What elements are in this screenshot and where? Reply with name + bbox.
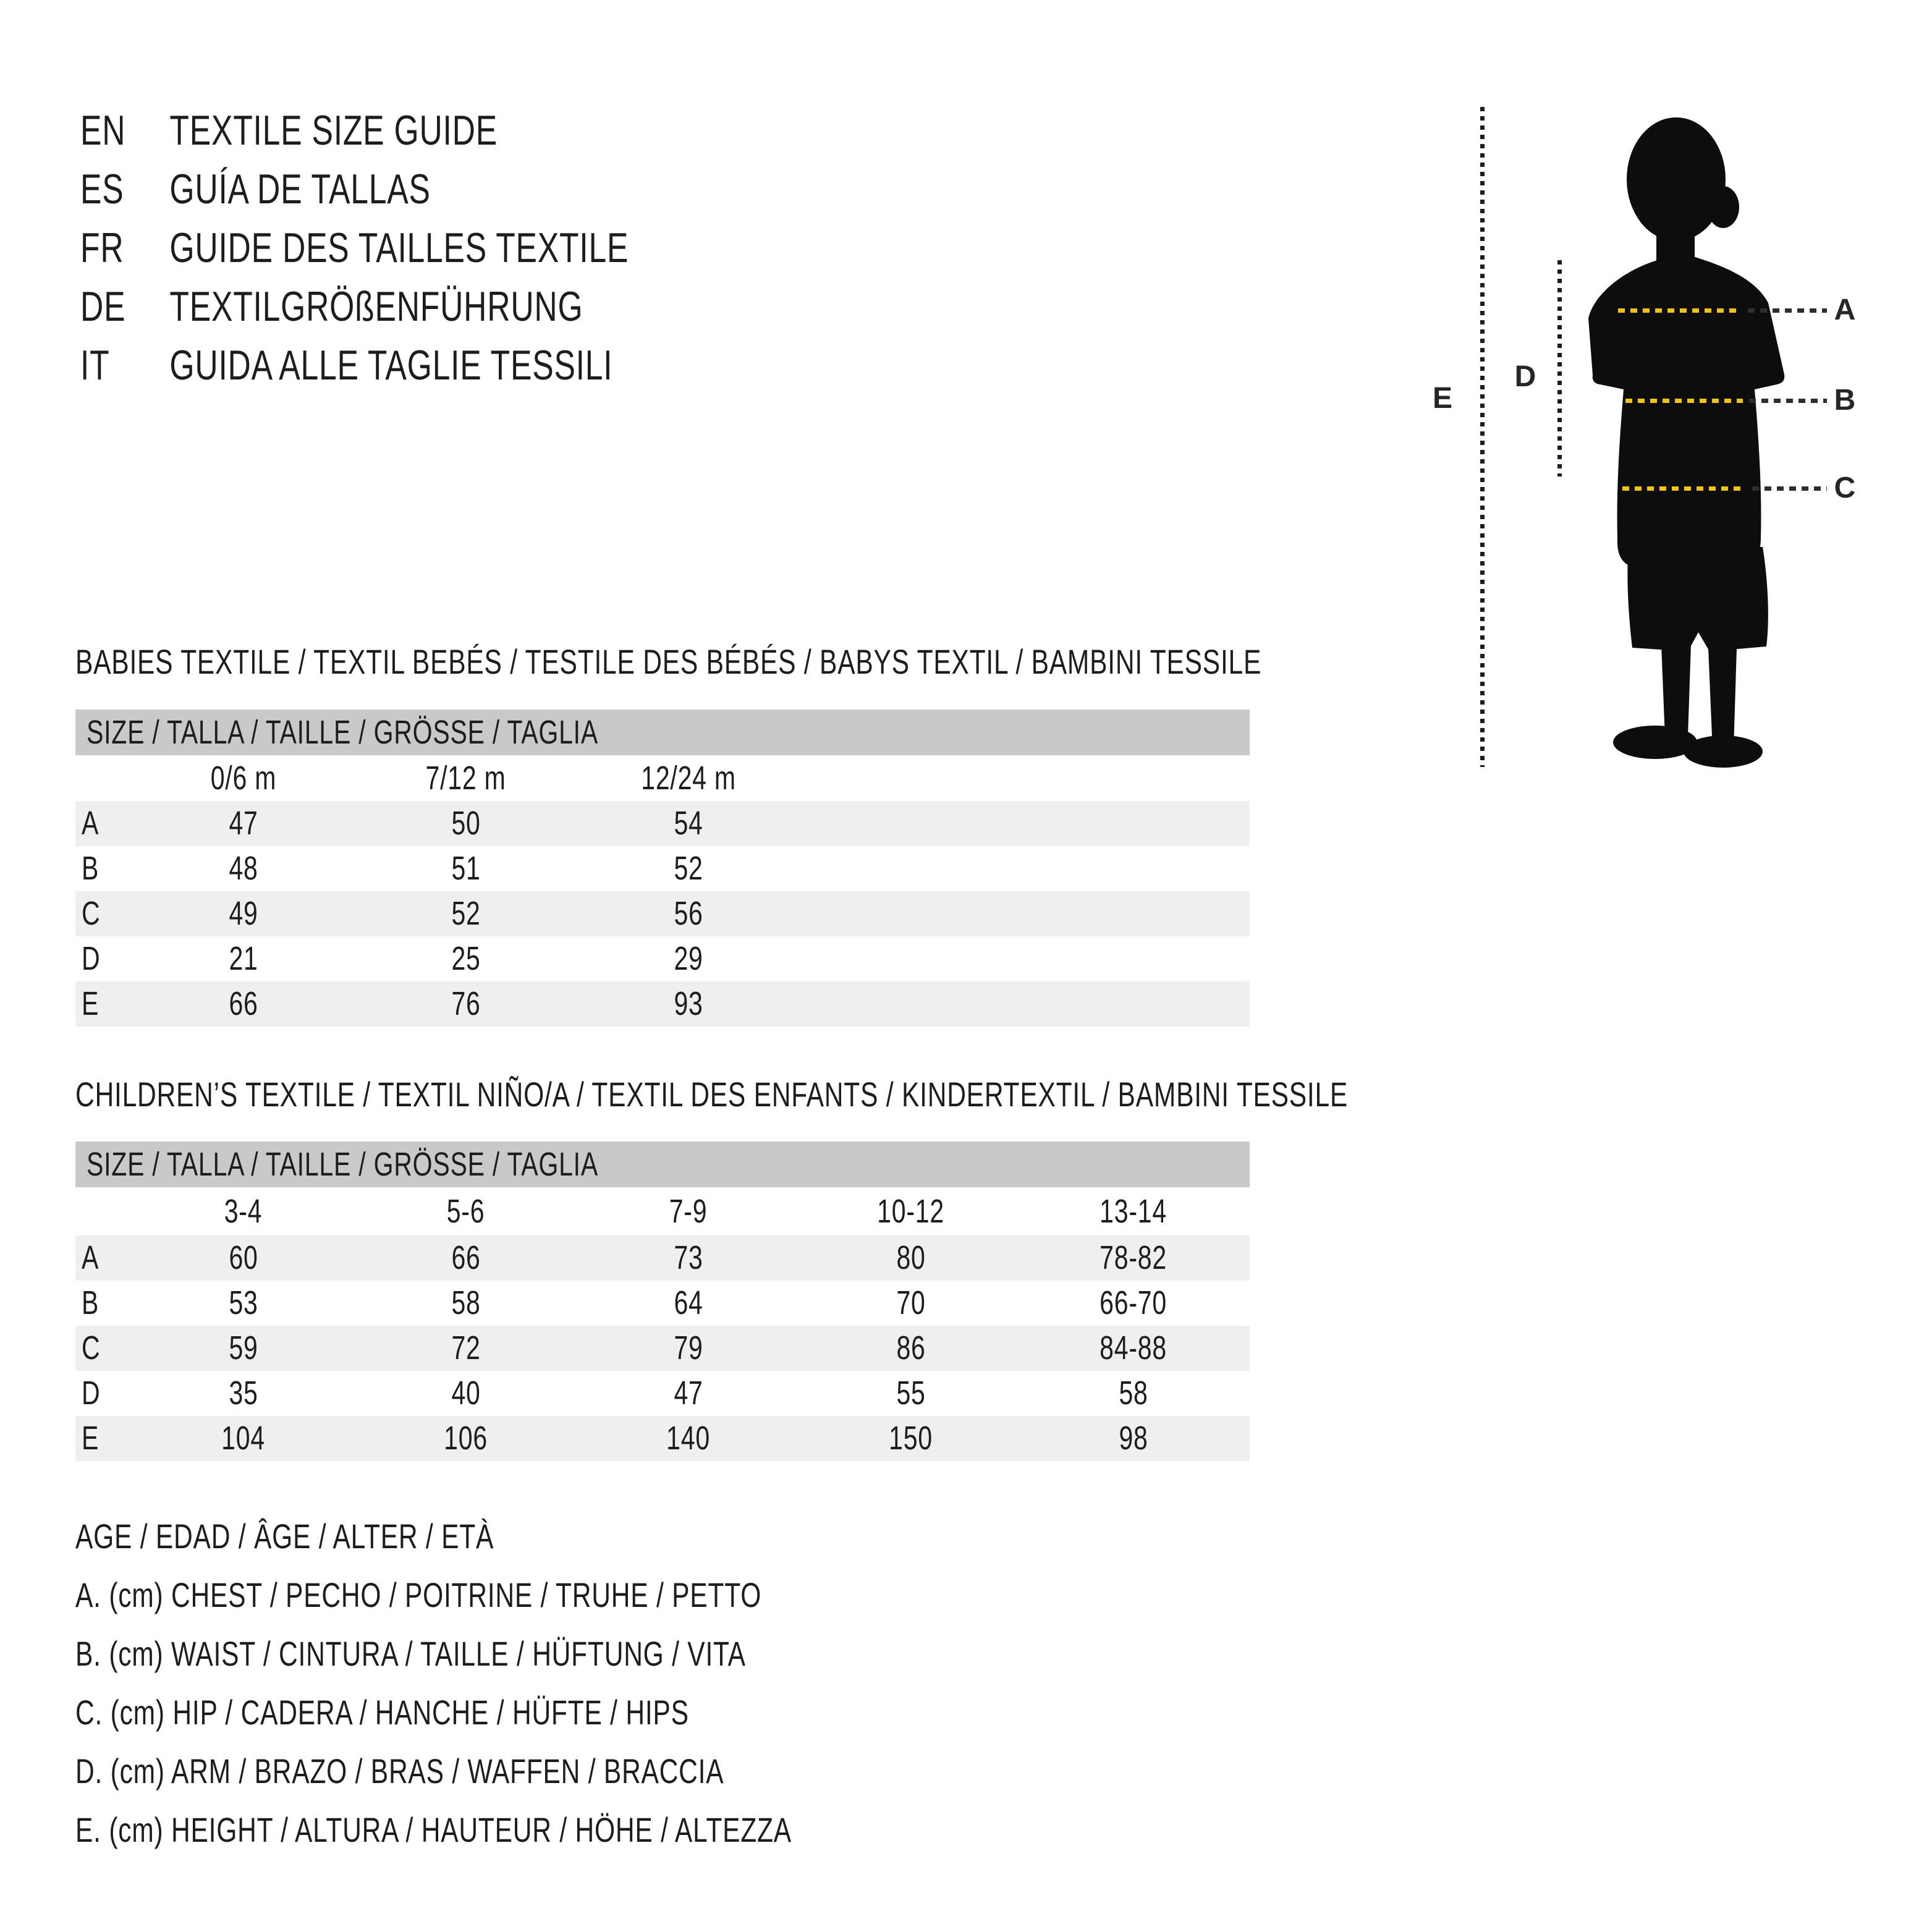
cell-value: 50 xyxy=(451,805,481,842)
babies-table xyxy=(75,710,1250,1027)
cell-value: 79 xyxy=(674,1329,703,1366)
children-column-headers xyxy=(75,1187,1250,1235)
row-label: E xyxy=(82,985,100,1022)
column-header: 7-9 xyxy=(669,1193,708,1230)
language-title: GUIDE DES TAILLES TEXTILE xyxy=(169,224,629,271)
cell-value: 58 xyxy=(451,1284,481,1321)
table-row xyxy=(75,891,1250,936)
row-label: D xyxy=(82,1375,101,1412)
cell-value: 35 xyxy=(229,1375,258,1412)
table-row xyxy=(75,1281,1250,1326)
cell-value: 140 xyxy=(666,1420,711,1457)
cell-value: 52 xyxy=(674,850,703,887)
cell-value: 21 xyxy=(229,940,258,977)
row-label: B xyxy=(82,850,100,887)
cell-value: 51 xyxy=(451,850,481,887)
cell-value: 80 xyxy=(896,1239,926,1276)
cell-value: 106 xyxy=(444,1420,488,1457)
cell-value: 98 xyxy=(1119,1420,1148,1457)
table-row xyxy=(75,1416,1250,1461)
language-code: FR xyxy=(80,224,124,271)
waist-measure-line-yellow xyxy=(1625,399,1743,403)
height-marker-label: E xyxy=(1432,382,1452,415)
column-header: 13-14 xyxy=(1099,1193,1167,1230)
cell-value: 104 xyxy=(221,1420,266,1457)
waist-measure-line-dark xyxy=(1749,399,1827,403)
legend-chest: A. (cm) CHEST / PECHO / POITRINE / TRUHE / PETTO xyxy=(75,1575,762,1614)
row-label: E xyxy=(82,1420,100,1457)
row-label: A xyxy=(82,805,100,842)
children-table xyxy=(75,1142,1250,1461)
row-label: C xyxy=(82,895,101,932)
hip-marker-label: C xyxy=(1834,472,1856,504)
cell-value: 76 xyxy=(451,985,481,1022)
language-title: TEXTILGRÖßENFÜHRUNG xyxy=(169,283,583,330)
cell-value: 70 xyxy=(896,1284,926,1321)
column-header: 12/24 m xyxy=(641,760,736,797)
waist-marker-label: B xyxy=(1834,384,1856,417)
arm-measure-line xyxy=(1557,260,1562,477)
row-label: C xyxy=(82,1329,101,1366)
chest-measure-line-dark xyxy=(1748,308,1827,313)
cell-value: 66 xyxy=(229,985,258,1022)
language-title: TEXTILE SIZE GUIDE xyxy=(169,107,498,154)
cell-value: 66 xyxy=(451,1239,481,1276)
arm-marker-label: D xyxy=(1514,360,1536,393)
cell-value: 60 xyxy=(229,1239,258,1276)
measurement-figure xyxy=(1421,102,1916,794)
babies-section-title: BABIES TEXTILE / TEXTIL BEBÉS / TESTILE DES BÉBÉS / BABYS TEXTIL / BAMBINI TESSILE xyxy=(75,642,1262,681)
hip-measure-line-dark xyxy=(1752,486,1827,491)
table-row xyxy=(75,801,1250,846)
table-row xyxy=(75,1235,1250,1281)
legend-age: AGE / EDAD / ÂGE / ALTER / ETÀ xyxy=(75,1517,494,1556)
cell-value: 66-70 xyxy=(1099,1284,1167,1321)
row-label: D xyxy=(82,940,101,977)
table-row xyxy=(75,1326,1250,1371)
language-code: DE xyxy=(80,283,126,330)
cell-value: 47 xyxy=(229,805,258,842)
cell-value: 56 xyxy=(674,895,703,932)
table-row xyxy=(75,981,1250,1027)
chest-marker-label: A xyxy=(1834,294,1856,326)
language-row-en xyxy=(80,109,629,152)
cell-value: 150 xyxy=(889,1420,933,1457)
language-row-it xyxy=(80,344,781,387)
row-label: A xyxy=(82,1239,100,1276)
language-row-es xyxy=(80,167,541,211)
cell-value: 49 xyxy=(229,895,258,932)
language-row-de xyxy=(80,285,742,328)
language-code: EN xyxy=(80,107,126,154)
row-label: B xyxy=(82,1284,100,1321)
legend-height: E. (cm) HEIGHT / ALTURA / HAUTEUR / HÖHE / ALTEZZA xyxy=(75,1810,792,1849)
table-row xyxy=(75,1371,1250,1416)
babies-column-headers xyxy=(75,755,1250,801)
cell-value: 84-88 xyxy=(1099,1329,1167,1366)
table-row xyxy=(75,846,1250,891)
cell-value: 86 xyxy=(896,1329,926,1366)
column-header: 5-6 xyxy=(447,1193,485,1230)
legend-hip: C. (cm) HIP / CADERA / HANCHE / HÜFTE / HIPS xyxy=(75,1693,689,1732)
cell-value: 53 xyxy=(229,1284,258,1321)
cell-value: 54 xyxy=(674,805,703,842)
cell-value: 64 xyxy=(674,1284,703,1321)
cell-value: 25 xyxy=(451,940,481,977)
hip-measure-line-yellow xyxy=(1622,486,1746,491)
language-title: GUÍA DE TALLAS xyxy=(169,166,431,213)
babies-size-header-bar: SIZE / TALLA / TAILLE / GRÖSSE / TAGLIA xyxy=(75,710,1250,755)
cell-value: 73 xyxy=(674,1239,703,1276)
cell-value: 52 xyxy=(451,895,481,932)
language-row-fr xyxy=(80,226,802,269)
cell-value: 40 xyxy=(451,1375,481,1412)
cell-value: 55 xyxy=(896,1375,926,1412)
language-code: ES xyxy=(80,166,124,213)
language-title: GUIDA ALLE TAGLIE TESSILI xyxy=(169,342,613,389)
column-header: 7/12 m xyxy=(425,760,507,797)
cell-value: 47 xyxy=(674,1375,703,1412)
column-header: 3-4 xyxy=(224,1193,263,1230)
table-row xyxy=(75,936,1250,981)
cell-value: 78-82 xyxy=(1099,1239,1167,1276)
legend-waist: B. (cm) WAIST / CINTURA / TAILLE / HÜFTUNG / VITA xyxy=(75,1634,746,1673)
children-section-title: CHILDREN’S TEXTILE / TEXTIL NIÑO/A / TEXTIL DES ENFANTS / KINDERTEXTIL / BAMBINI TESSILE xyxy=(75,1075,1349,1114)
legend-arm: D. (cm) ARM / BRAZO / BRAS / WAFFEN / BRACCIA xyxy=(75,1752,724,1790)
chest-measure-line-yellow xyxy=(1618,308,1740,313)
cell-value: 59 xyxy=(229,1329,258,1366)
cell-value: 58 xyxy=(1119,1375,1148,1412)
cell-value: 29 xyxy=(674,940,703,977)
language-code: IT xyxy=(80,342,110,389)
cell-value: 72 xyxy=(451,1329,481,1366)
children-size-header-bar: SIZE / TALLA / TAILLE / GRÖSSE / TAGLIA xyxy=(75,1142,1250,1187)
cell-value: 93 xyxy=(674,985,703,1022)
cell-value: 48 xyxy=(229,850,258,887)
column-header: 0/6 m xyxy=(210,760,277,797)
column-header: 10-12 xyxy=(877,1193,945,1230)
